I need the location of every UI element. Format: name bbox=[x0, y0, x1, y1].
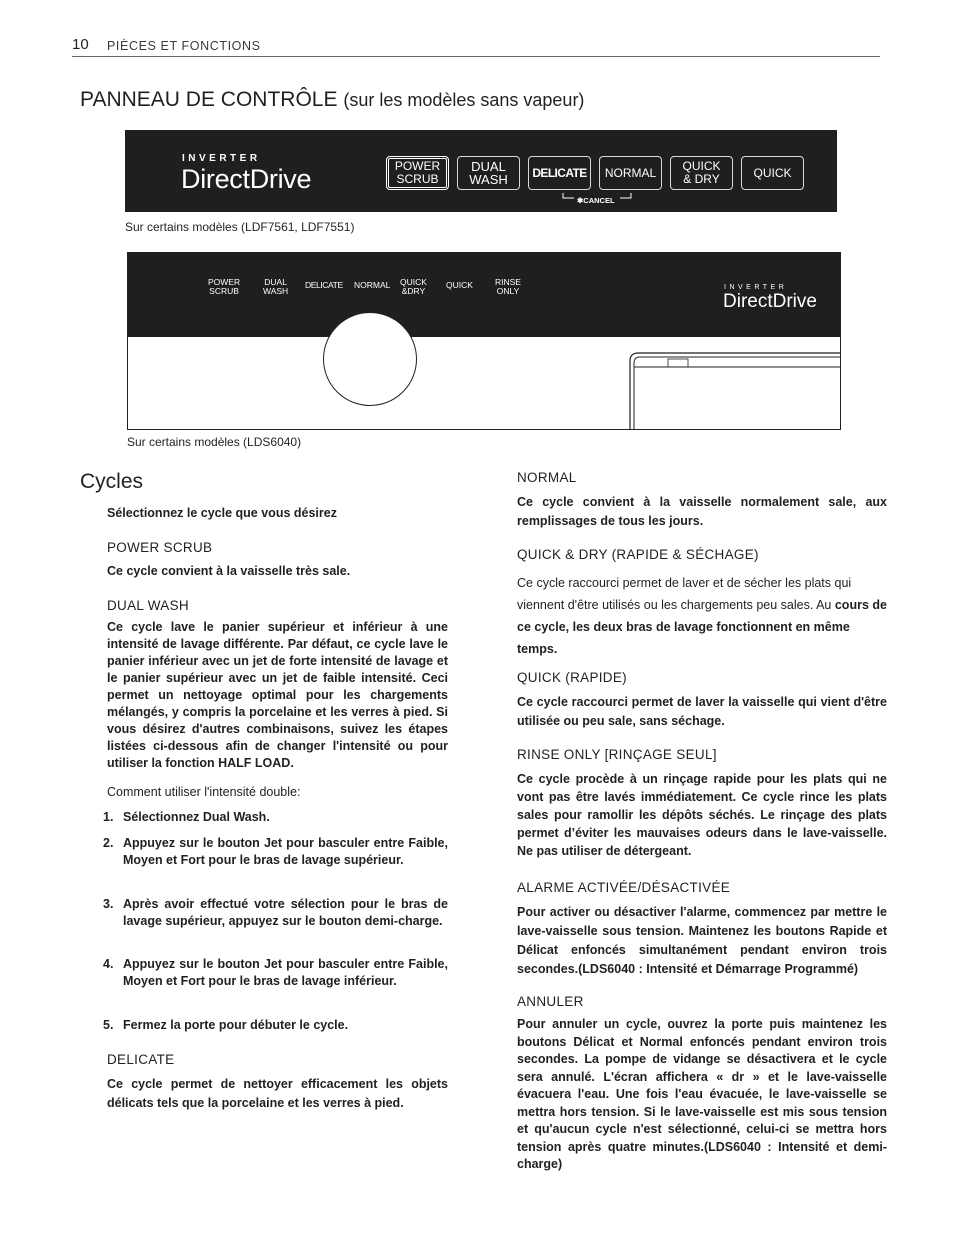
inverter-label: INVERTER bbox=[182, 153, 261, 164]
directdrive-logo: DirectDrive bbox=[181, 164, 312, 194]
quick-dry-text-regular: Ce cycle raccourci permet de laver et de sécher les plats qui viennent d'être utilisés ou les chargements peu sales. Au bbox=[517, 576, 852, 612]
delicate-text: Ce cycle permet de nettoyer efficacement les objets délicats tels que la porcelaine et les verres à pied. bbox=[107, 1077, 448, 1110]
page-title-main: PANNEAU DE CONTRÔLE bbox=[80, 88, 344, 111]
page-number: 10 bbox=[72, 36, 89, 53]
dual-wash-step-text: Fermez la porte pour débuter le cycle. bbox=[123, 1018, 349, 1032]
power-scrub-button: POWER SCRUB bbox=[386, 156, 449, 190]
section-title: PIÈCES ET FONCTIONS bbox=[107, 39, 261, 53]
directdrive-logo-2: DirectDrive bbox=[723, 291, 817, 312]
alarm-text: Pour activer ou désactiver l'alarme, commencez par mettre le lave-vaisselle sous tension. Maintenez les boutons Rapide et Délicat enfoncés simultanément pendant environ trois secondes.(LDS6040 : Intensité et Démarrage Programmé) bbox=[517, 905, 887, 976]
panel1-caption: Sur certains modèles (LDF7561, LDF7551) bbox=[125, 220, 355, 234]
cycles-heading: Cycles bbox=[80, 470, 144, 493]
dual-wash-title: DUAL WASH bbox=[107, 598, 189, 613]
dual-wash-label: DUAL WASH bbox=[263, 277, 289, 296]
dial-knob bbox=[323, 312, 417, 406]
dual-wash-step: 1. Sélectionnez Dual Wash. bbox=[103, 810, 270, 824]
control-panel-illustration-1 bbox=[125, 130, 837, 212]
quick-dry-label: QUICK &DRY bbox=[400, 277, 427, 296]
normal-label: NORMAL bbox=[354, 280, 391, 290]
panel2-caption: Sur certains modèles (LDS6040) bbox=[127, 435, 302, 449]
dual-wash-step: 4. Appuyez sur le bouton Jet pour basculer entre Faible, Moyen et Fort pour le bras de lavage inférieur. bbox=[103, 957, 448, 988]
quick-dry-button: QUICK & DRY bbox=[670, 156, 733, 190]
dual-wash-step-text: Appuyez sur le bouton Jet pour basculer entre Faible, Moyen et Fort pour le bras de lavage supérieur. bbox=[123, 836, 448, 867]
power-scrub-text: Ce cycle convient à la vaisselle très sale. bbox=[107, 564, 351, 578]
quick-dry-title: QUICK & DRY (RAPIDE & SÉCHAGE) bbox=[517, 547, 759, 562]
rinse-only-title: RINSE ONLY [RINÇAGE SEUL] bbox=[517, 747, 717, 762]
cancel-label: ✱CANCEL bbox=[577, 196, 615, 205]
dual-wash-step: 3. Après avoir effectué votre sélection pour le bras de lavage supérieur, appuyez sur le bouton demi-charge. bbox=[103, 897, 448, 928]
dual-wash-step: 2. Appuyez sur le bouton Jet pour basculer entre Faible, Moyen et Fort pour le bras de lavage supérieur. bbox=[103, 836, 448, 867]
delicate-label: DELICATE bbox=[305, 280, 343, 290]
power-scrub-title: POWER SCRUB bbox=[107, 540, 213, 555]
quick-dry-text bbox=[517, 572, 887, 660]
control-panel-illustration-2 bbox=[127, 252, 841, 430]
normal-button: NORMAL bbox=[599, 156, 662, 190]
normal-text: Ce cycle convient à la vaisselle normalement sale, aux remplissages de tous les jours. bbox=[517, 495, 887, 528]
dual-wash-step-text: Appuyez sur le bouton Jet pour basculer entre Faible, Moyen et Fort pour le bras de lavage inférieur. bbox=[123, 957, 448, 988]
dual-wash-howto: Comment utiliser l'intensité double: bbox=[107, 785, 301, 799]
power-scrub-label: POWER SCRUB bbox=[208, 277, 241, 296]
dual-wash-text: Ce cycle lave le panier supérieur et inférieur à une intensité de lavage différente. Par défaut, ce cycle lave le panier inférieur avec un jet de forte intensité de lavage et le panier supérieur avec un jet de faible intensité. Ceci permet un nettoyage optimal pour les chargements mélangés, y compris la porcelaine et les verres à pied. Si vous désirez d'autres combinaisons, suivez les étapes listées ci-dessous afin de changer l'intensité ou pour utiliser la fonction HALF LOAD. bbox=[107, 620, 448, 770]
quick-label: QUICK bbox=[446, 280, 473, 290]
dual-wash-step-text: Sélectionnez Dual Wash. bbox=[123, 810, 270, 824]
cancel-title: ANNULER bbox=[517, 994, 584, 1009]
delicate-button: DELICATE bbox=[528, 156, 591, 190]
rinse-only-label: RINSE ONLY bbox=[495, 277, 521, 296]
inverter-label-2: INVERTER bbox=[724, 284, 788, 291]
dual-wash-button: DUAL WASH bbox=[457, 156, 520, 190]
door-handle-drawing bbox=[628, 349, 840, 429]
rinse-only-text: Ce cycle procède à un rinçage rapide pour les plats qui ne vont pas être lavés immédiatement. Ce cycle rince les plats sales pour ramollir les dépôts séchés. Le rinçage des plats permet d’éviter les mauvaises odeurs dans le lave-vaisselle. Ne pas utiliser de détergeant. bbox=[517, 772, 887, 858]
header-divider bbox=[72, 56, 880, 57]
panel2-control-strip bbox=[128, 253, 840, 337]
alarm-title: ALARME ACTIVÉE/DÉSACTIVÉE bbox=[517, 880, 731, 895]
delicate-title: DELICATE bbox=[107, 1052, 175, 1067]
normal-title: NORMAL bbox=[517, 470, 577, 485]
quick-text: Ce cycle raccourci permet de laver la vaisselle qui vient d'être utilisée ou peu sale, sans séchage. bbox=[517, 695, 887, 728]
cycles-intro: Sélectionnez le cycle que vous désirez bbox=[107, 506, 337, 520]
quick-button: QUICK bbox=[741, 156, 804, 190]
dual-wash-step-text: Après avoir effectué votre sélection pour le bras de lavage supérieur, appuyez sur le bouton demi-charge. bbox=[123, 897, 448, 928]
page-title bbox=[80, 88, 584, 112]
quick-title: QUICK (RAPIDE) bbox=[517, 670, 627, 685]
quick-dry-text-bold: cours de ce cycle, les deux bras de lavage fonctionnent en même temps. bbox=[517, 598, 887, 656]
dual-wash-step: 5. Fermez la porte pour débuter le cycle. bbox=[103, 1018, 349, 1032]
page-title-sub: (sur les modèles sans vapeur) bbox=[343, 90, 585, 110]
cancel-text: Pour annuler un cycle, ouvrez la porte puis maintenez les boutons Délicat et Normal enfoncés pendant environ trois secondes. La pompe de vidange se désactivera et le cycle sera annulé. L'écran affichera « dr » et le lave-vaisselle évacuera l'eau. Une fois l'eau évacuée, le lave-vaisselle se mettra hors tension. Si le lave-vaisselle est mis sous tension et qu'aucun cycle n'est sélectionné, celui-ci se mettra hors tension après quatre minutes.(LDS6040 : Intensité et demi-charge) bbox=[517, 1017, 887, 1171]
